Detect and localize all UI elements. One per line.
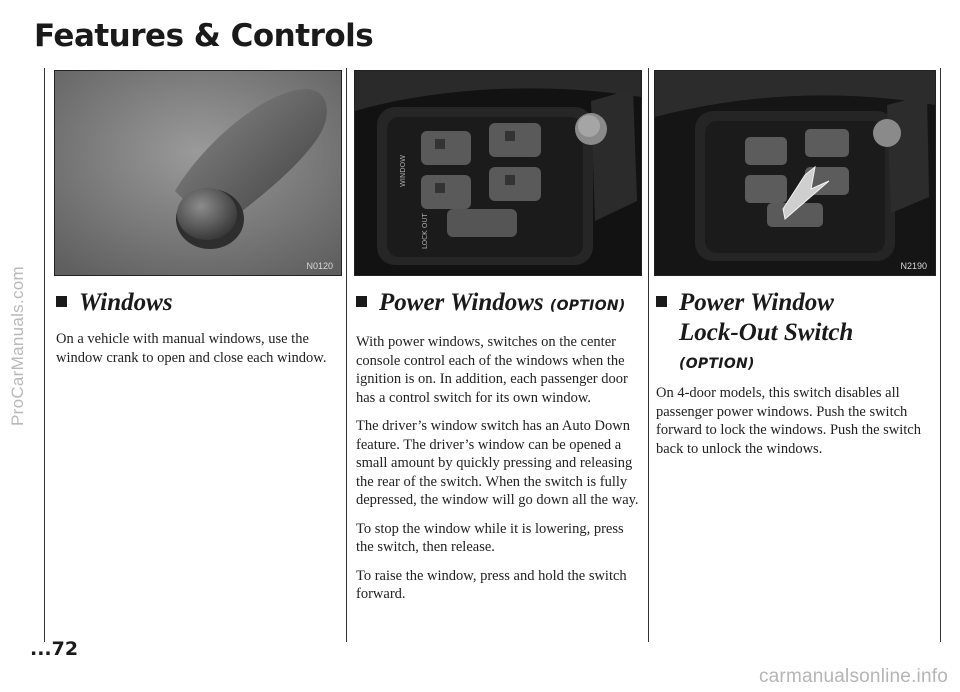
option-tag: (OPTION)	[679, 356, 755, 372]
lockout-title-line2: Lock-Out Switch	[679, 319, 854, 346]
page-number: ...72	[30, 638, 79, 660]
side-watermark-text: ProCarManuals.com	[8, 265, 27, 427]
power-window-switches-photo	[354, 70, 642, 276]
lockout-switch-illustration	[655, 71, 935, 275]
power-windows-paragraph: The driver’s window switch has an Auto Down feature. The driver’s window can be opened a small amount by quickly pressing and releasing the rear of the switch. When the switch is fully depressed, the window will go down all the way.	[356, 418, 639, 508]
power-windows-paragraph: To stop the window while it is lowering, press the switch, then release.	[356, 520, 624, 555]
figure-code: N0120	[306, 261, 333, 271]
power-windows-title: Power Windows	[379, 289, 544, 316]
lockout-section	[656, 288, 936, 468]
windows-paragraph: On a vehicle with manual windows, use the window crank to open and close each window.	[56, 331, 327, 366]
side-watermark	[0, 0, 27, 692]
windows-heading	[56, 288, 340, 318]
lockout-paragraph: On 4-door models, this switch disables all passenger power windows. Push the switch forward to lock the windows. Push the switch back to unlock the windows.	[656, 385, 921, 457]
bullet-icon	[656, 296, 667, 307]
windows-section	[56, 288, 340, 377]
bullet-icon	[356, 296, 367, 307]
lockout-switch-photo	[654, 70, 936, 276]
window-label: WINDOW	[399, 154, 407, 187]
figure-code: N2190	[900, 261, 927, 271]
bottom-watermark: carmanualsonline.info	[758, 666, 948, 687]
lockout-title-line1: Power Window	[679, 289, 834, 316]
power-windows-paragraph: To raise the window, press and hold the switch forward.	[356, 567, 627, 602]
option-tag: (OPTION)	[549, 298, 626, 314]
power-windows-section	[356, 288, 644, 614]
column-divider-left	[44, 68, 45, 642]
section-title: Features & Controls	[34, 18, 374, 54]
lock-out-label: LOCK OUT	[421, 213, 429, 249]
bullet-icon	[56, 296, 67, 307]
power-window-switches-illustration	[355, 71, 641, 275]
window-crank-illustration	[55, 71, 341, 275]
window-crank-photo	[54, 70, 342, 276]
windows-title: Windows	[79, 289, 173, 316]
power-windows-heading	[356, 288, 644, 321]
lockout-heading	[656, 288, 936, 348]
column-divider-1	[346, 68, 347, 642]
column-divider-right	[940, 68, 941, 642]
column-divider-2	[648, 68, 649, 642]
power-windows-paragraph: With power windows, switches on the center console control each of the windows when the ignition is on. In addition, each passenger door has a control switch for its own window.	[356, 334, 628, 406]
